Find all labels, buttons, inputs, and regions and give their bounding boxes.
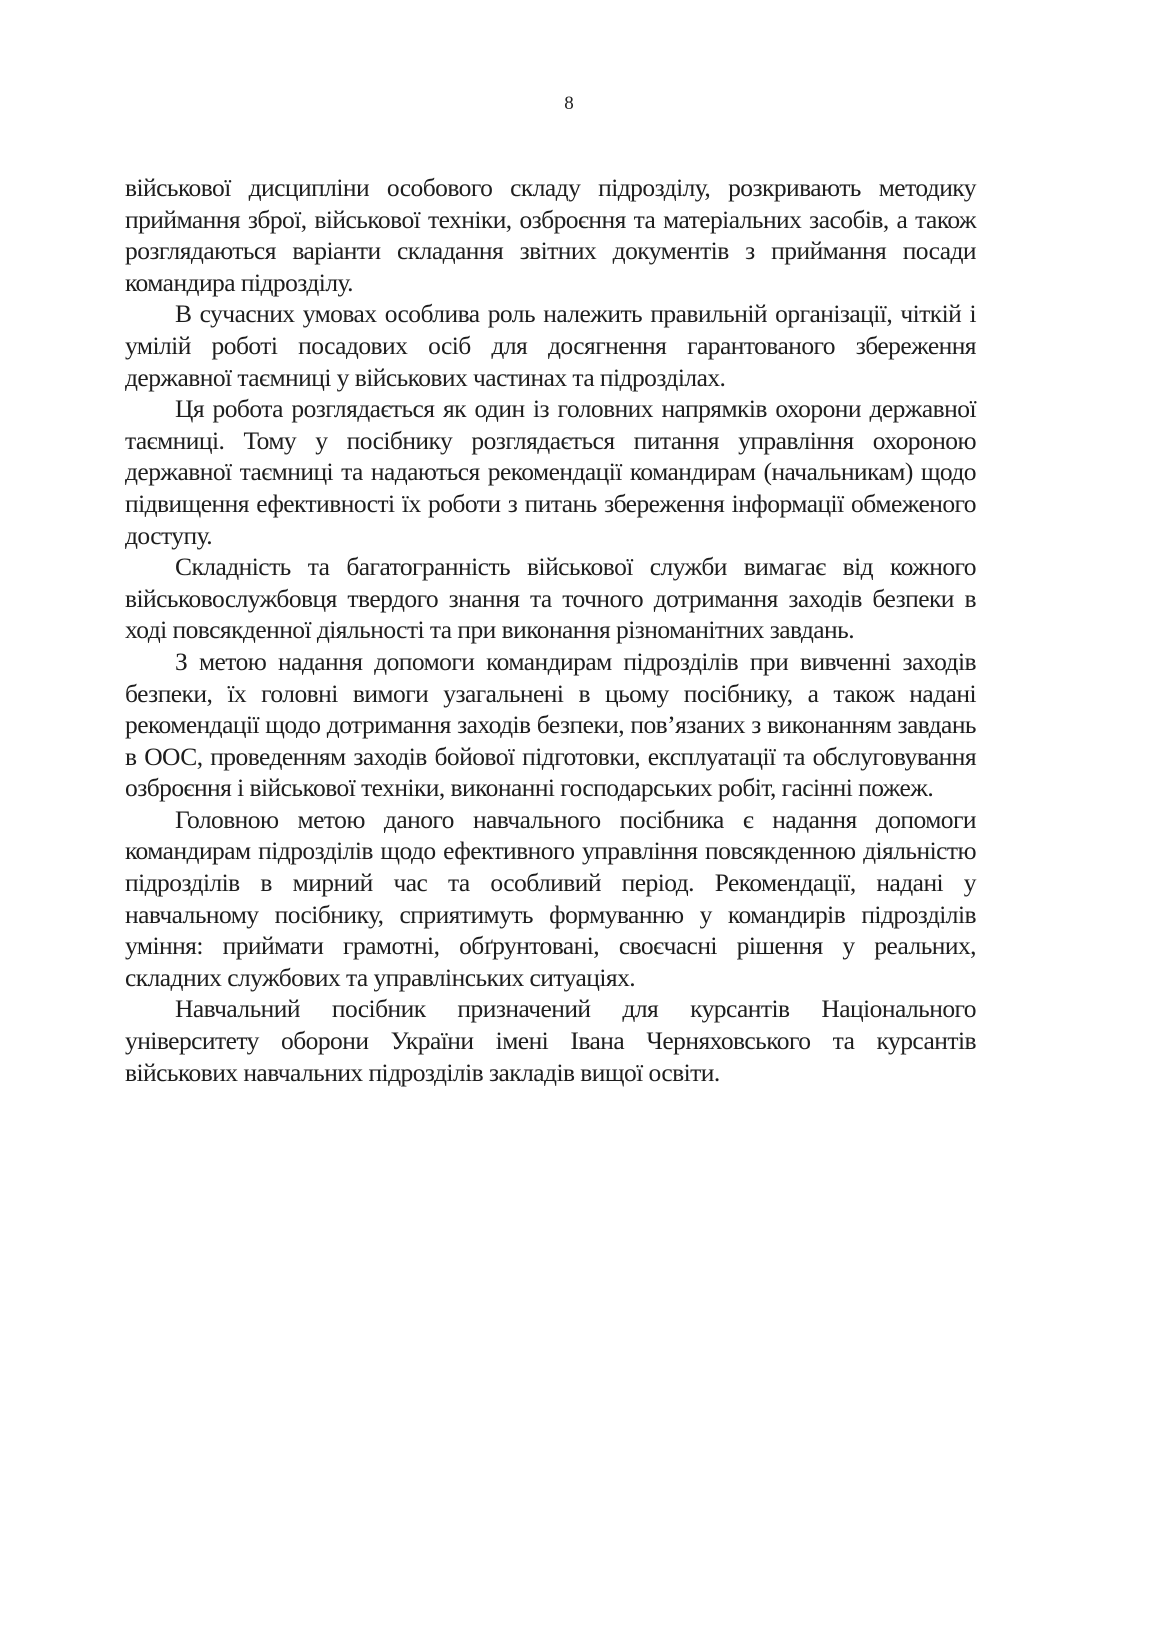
page-number: 8 — [564, 93, 574, 114]
paragraph-military-service-safety: Складність та багатогранність військової служби вимагає від кожного військовослужбовця твердого знання та точного дотримання заходів безпеки в ході повсякденної діяльності та при виконання різноманітних завдань. — [125, 552, 976, 645]
paragraph-safety-recommendations: З метою надання допомоги командирам підрозділів при вивченні заходів безпеки, їх головні вимоги узагальнені в цьому посібнику, а також надані рекомендації щодо дотримання заходів безпеки, пов’язаних з виконанням завдань в ООС, проведенням заходів бойової підготовки, експлуатації та обслуговування озброєння і військової техніки, виконанні господарських робіт, гасінні пожеж. — [125, 646, 976, 803]
paragraph-secret-protection: Ця робота розглядається як один із головних напрямків охорони державної таємниці. Тому у посібнику розглядається питання управління охороною державної таємниці та надаються рекомендації командирам (начальникам) щодо підвищення ефективності їх роботи з питань збереження інформації обмеженого доступу. — [125, 394, 976, 550]
paragraph-main-goal: Головною метою даного навчального посібника є надання допомоги командирам підрозділів щодо ефективного управління повсякденною діяльністю підрозділів в мирний час та особливий період. Рекомендації, надані у навчальному посібнику, сприятимуть формуванню у командирів підрозділів уміння: приймати грамотні, обґрунтовані, своєчасні рішення у реальних, складних службових та управлінських ситуаціях. — [125, 804, 976, 992]
body-text — [125, 172, 976, 1088]
paragraph-continuation: військової дисципліни особового складу підрозділу, розкривають методику приймання зброї, військової техніки, озброєння та матеріальних засобів, а також розглядаються варіанти складання звітних документів з приймання посади командира підрозділу. — [125, 173, 976, 297]
paragraph-intended-audience: Навчальний посібник призначений для курсантів Національного університету оборони України імені Івана Черняховського та курсантів військових навчальних підрозділів закладів вищої освіти. — [125, 994, 976, 1087]
paragraph-state-secret-role: В сучасних умовах особлива роль належить правильній організації, чіткій і умілій роботі посадових осіб для досягнення гарантованого збереження державної таємниці у військових частинах та підрозділах. — [125, 299, 976, 392]
